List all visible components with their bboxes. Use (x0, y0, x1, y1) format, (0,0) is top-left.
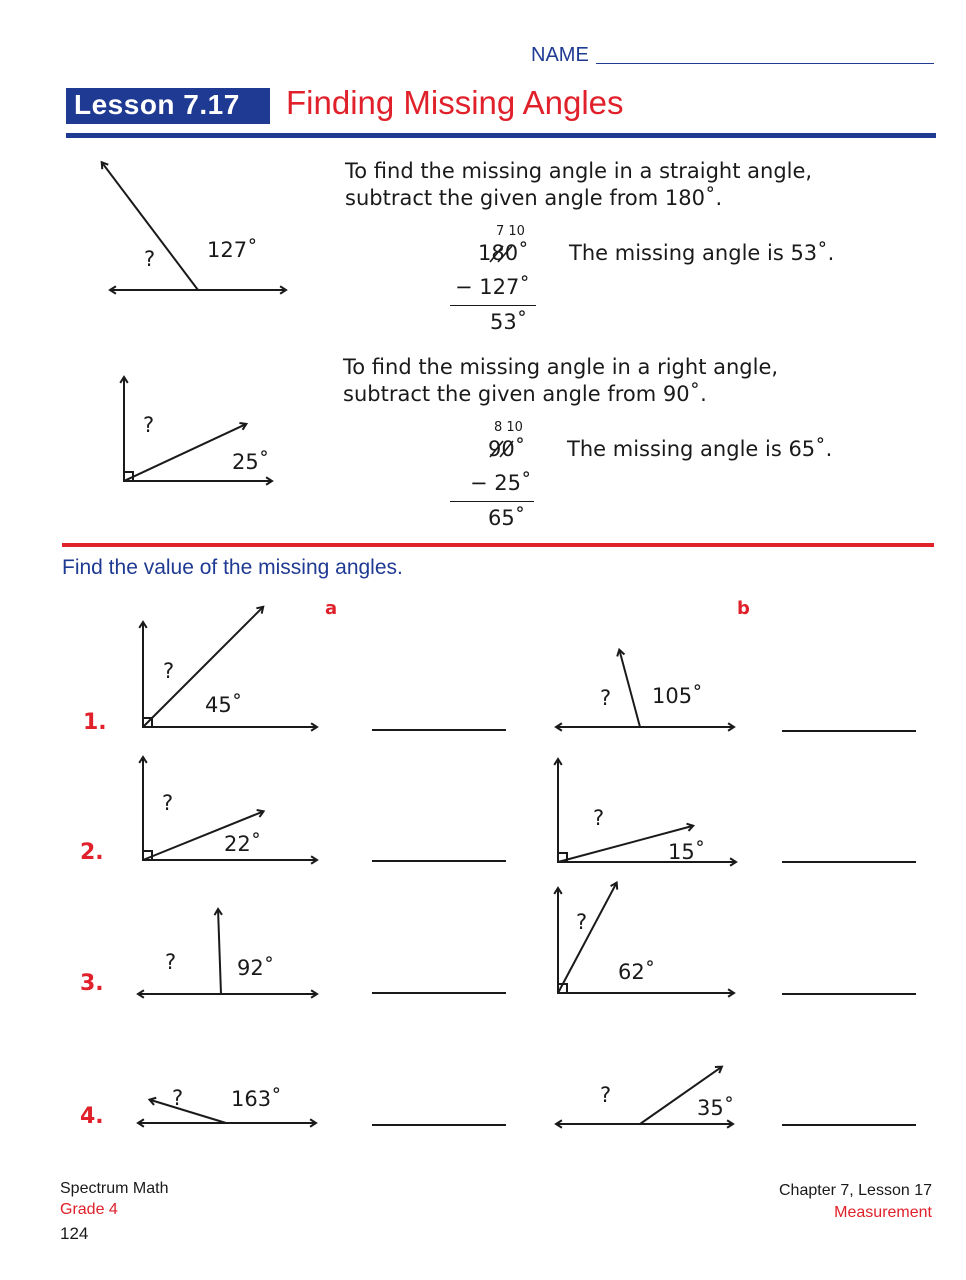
problem-4b-angle (556, 1067, 734, 1128)
problem-number-3: 3. (80, 971, 104, 996)
problem-4a-angle (138, 1086, 316, 1127)
problem-1b-angle-given-label: 105˚ (652, 684, 703, 708)
problem-1b-angle (556, 650, 734, 731)
example-2-angle-unknown-label: ? (143, 413, 155, 437)
problem-3b-angle-unknown-label: ? (576, 910, 588, 934)
problem-4b-angle-unknown-label: ? (600, 1083, 612, 1107)
example-2-angle (120, 377, 272, 485)
column-b-label: b (737, 598, 750, 619)
problem-3a-angle-ray (218, 909, 221, 994)
footer-grade: Grade 4 (60, 1201, 118, 1218)
lesson-badge-text: Lesson 7.17 (74, 89, 240, 120)
example-2-result: 65˚ (488, 506, 526, 530)
problem-4b-angle-given-label: 35˚ (697, 1096, 735, 1120)
example-2-minuend: 90˚ (488, 437, 526, 461)
footer-page-number: 124 (60, 1224, 89, 1243)
problem-1a-angle-ray (143, 607, 263, 727)
problem-4a-angle-ray (149, 1100, 226, 1123)
problem-number-4: 4. (80, 1104, 104, 1129)
problem-2b-angle (554, 759, 736, 866)
problem-number-1: 1. (83, 710, 107, 735)
footer-chapter: Chapter 7, Lesson 17 (779, 1182, 932, 1199)
example-1-minuend-value: 180˚ (478, 241, 529, 265)
example-2-borrow: 8 10 (494, 420, 523, 435)
example-2-text-line-2: subtract the given angle from 90˚. (343, 382, 707, 406)
page-title: Finding Missing Angles (286, 84, 624, 121)
example-2-angle-given-label: 25˚ (232, 450, 270, 474)
problem-3b-angle-ray (558, 883, 617, 993)
problem-2b-angle-given-label: 15˚ (668, 840, 706, 864)
example-1-subtrahend: − 127˚ (455, 275, 530, 299)
footer-topic: Measurement (834, 1204, 932, 1221)
example-1-text-line-2: subtract the given angle from 180˚. (345, 186, 723, 210)
problem-1a-angle-given-label: 45˚ (205, 693, 243, 717)
problem-1b-angle-unknown-label: ? (600, 686, 612, 710)
problem-4a-angle-unknown-label: ? (172, 1086, 184, 1110)
example-1-angle-given-label: 127˚ (207, 238, 258, 262)
problem-number-2: 2. (80, 840, 104, 865)
problem-3b-angle (554, 883, 734, 997)
example-1-text-line-1: To find the missing angle in a straight angle, (345, 159, 813, 183)
problem-1b-angle-ray (619, 650, 640, 727)
example-1-result: 53˚ (490, 310, 528, 334)
problem-3b-angle-given-label: 62˚ (618, 960, 656, 984)
problem-1a-angle (139, 607, 317, 731)
example-2-answer: The missing angle is 65˚. (567, 437, 833, 461)
column-a-label: a (325, 598, 338, 619)
example-1-angle-unknown-label: ? (144, 247, 156, 271)
name-label: NAME (531, 44, 589, 66)
problem-1a-angle-unknown-label: ? (163, 659, 175, 683)
problem-3a-angle (138, 909, 317, 998)
problem-2b-angle-unknown-label: ? (593, 806, 605, 830)
example-1-answer: The missing angle is 53˚. (569, 241, 835, 265)
example-2-subtrahend: − 25˚ (470, 471, 532, 495)
problem-2a-angle-given-label: 22˚ (224, 832, 262, 856)
example-2-text-line-1: To find the missing angle in a right angle, (343, 355, 779, 379)
instructions: Find the value of the missing angles. (62, 556, 403, 579)
example-1-angle (102, 162, 286, 294)
example-1-borrow: 7 10 (496, 224, 525, 239)
problem-2a-angle-unknown-label: ? (162, 791, 174, 815)
footer-book: Spectrum Math (60, 1180, 169, 1197)
problem-3a-angle-given-label: 92˚ (237, 956, 275, 980)
problem-3a-angle-unknown-label: ? (165, 950, 177, 974)
problem-4a-angle-given-label: 163˚ (231, 1087, 282, 1111)
problem-2a-angle (139, 757, 317, 864)
